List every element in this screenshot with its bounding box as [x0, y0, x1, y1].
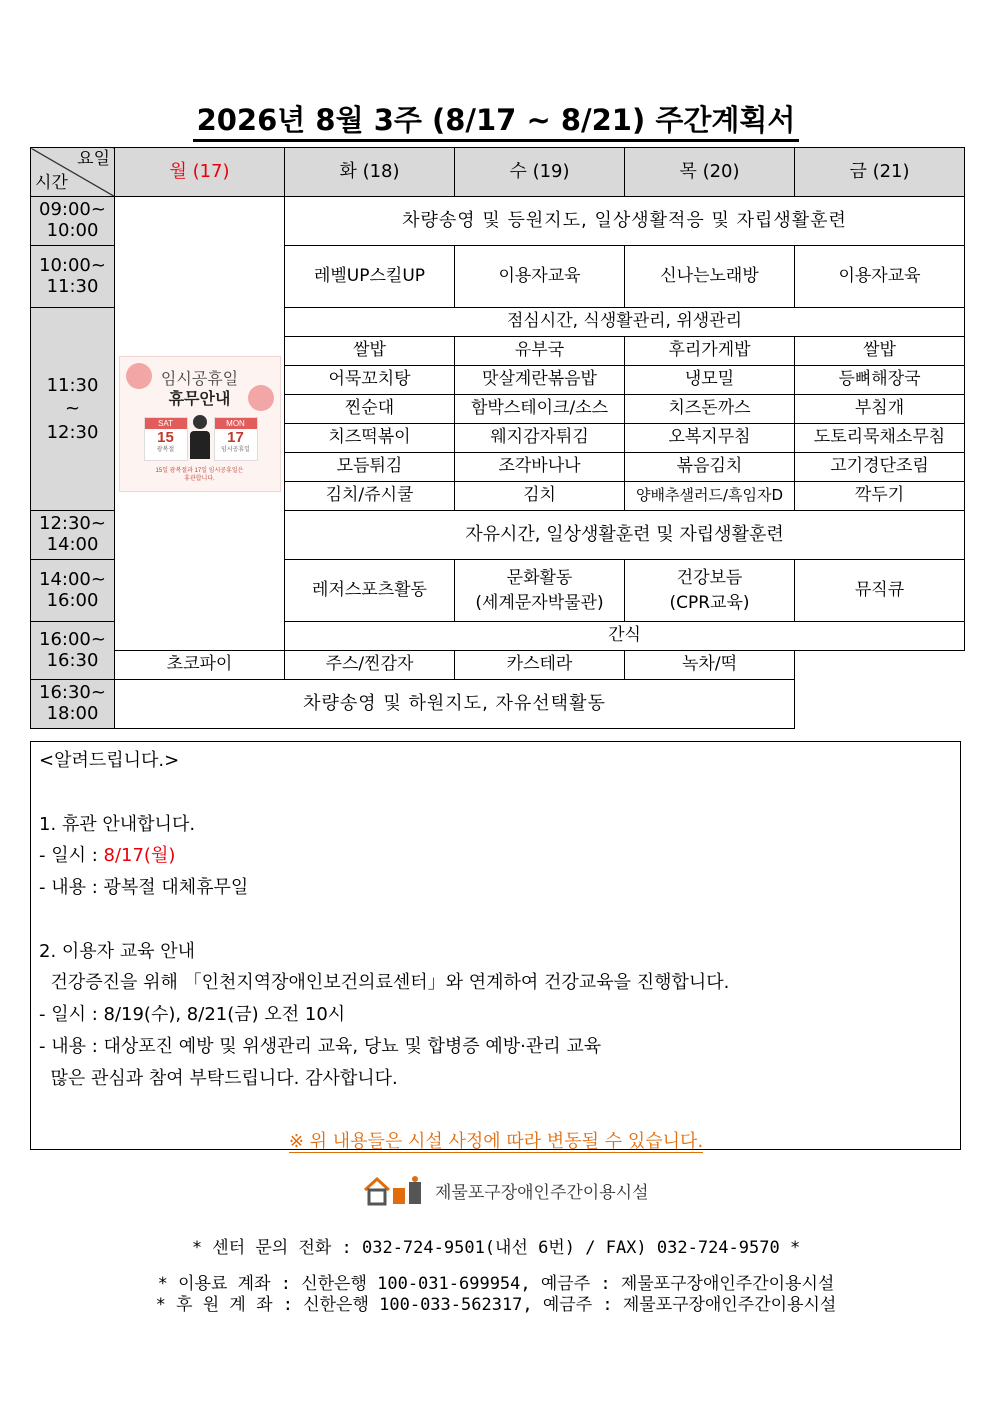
menu-cell: 맛살계란볶음밥	[455, 366, 625, 395]
time-slot: 16:00~ 16:30	[31, 622, 115, 680]
donation-account: * 후 원 계 좌 : 신한은행 100-033-562317, 예금주 : 제물포구장애인주간이용시설	[155, 1295, 837, 1315]
monday-holiday-cell	[115, 197, 285, 651]
menu-cell: 쌀밥	[795, 337, 965, 366]
holiday-image-line1: 임시공휴일	[160, 370, 239, 388]
day-header-thu: 목 (20)	[625, 148, 795, 197]
time-slot: 14:00~ 16:00	[31, 560, 115, 622]
morning-activity: 차량송영 및 등원지도, 일상생활적응 및 자립생활훈련	[285, 197, 965, 246]
program-cell: 신나는노래방	[625, 246, 795, 308]
notice-item1-title: 1. 휴관 안내합니다.	[39, 814, 196, 835]
day-header-mon: 월 (17)	[115, 148, 285, 197]
notice-item2-content: - 내용 : 대상포진 예방 및 위생관리 교육, 당뇨 및 합병증 예방·관리 교육	[39, 1036, 602, 1057]
menu-cell: 오복지무침	[625, 424, 795, 453]
menu-cell: 김치/쥬시쿨	[285, 482, 455, 511]
menu-cell: 치즈떡볶이	[285, 424, 455, 453]
menu-cell: 등뼈해장국	[795, 366, 965, 395]
snack-cell: 주스/찐감자	[285, 651, 455, 680]
time-slot: 12:30~ 14:00	[31, 511, 115, 560]
menu-cell: 함박스테이크/소스	[455, 395, 625, 424]
time-slot: 09:00~ 10:00	[31, 197, 115, 246]
notice-heading: <알려드립니다.>	[39, 750, 180, 771]
snack-cell: 카스테라	[455, 651, 625, 680]
snack-cell: 초코파이	[115, 651, 285, 680]
weekly-schedule-table	[30, 147, 965, 729]
day-label: 요일	[77, 149, 110, 169]
menu-cell: 치즈돈까스	[625, 395, 795, 424]
menu-cell: 쌀밥	[285, 337, 455, 366]
time-slot: 11:30 ~ 12:30	[31, 308, 115, 511]
menu-cell: 김치	[455, 482, 625, 511]
menu-cell: 후리가게밥	[625, 337, 795, 366]
program-cell: 이용자교육	[795, 246, 965, 308]
time-label: 시간	[35, 173, 68, 194]
program-cell: 레저스포츠활동	[285, 560, 455, 622]
snack-title: 간식	[285, 622, 965, 651]
closed-date: 8/17(월)	[103, 845, 176, 866]
holiday-image-line2: 휴무안내	[168, 390, 231, 408]
facility-name: 제물포구장애인주간이용시설	[435, 1183, 649, 1203]
notice-item1-date: - 일시 : 8/17(월)	[39, 845, 176, 866]
contact-info: * 센터 문의 전화 : 032-724-9501(내선 6번) / FAX) 032-724-9570 *	[191, 1238, 801, 1258]
menu-cell: 고기경단조림	[795, 453, 965, 482]
person-flag-icon	[190, 415, 210, 461]
notice-item2-closing: 많은 관심과 참여 부탁드립니다. 감사합니다.	[39, 1068, 398, 1089]
notice-item2-title: 2. 이용자 교육 안내	[39, 941, 196, 962]
change-caution: ※ 위 내용들은 시설 사정에 따라 변동될 수 있습니다.	[288, 1131, 704, 1152]
house-logo-icon	[363, 1176, 427, 1206]
program-cell: 레벨UP스킬UP	[285, 246, 455, 308]
notice-box	[30, 741, 961, 1150]
notice-item2-date: - 일시 : 8/19(수), 8/21(금) 오전 10시	[39, 1004, 346, 1025]
menu-cell: 웨지감자튀김	[455, 424, 625, 453]
lunch-title: 점심시간, 식생활관리, 위생관리	[285, 308, 965, 337]
snack-cell: 녹차/떡	[625, 651, 795, 680]
program-cell: 뮤직큐	[795, 560, 965, 622]
program-cell: 이용자교육	[455, 246, 625, 308]
menu-cell: 유부국	[455, 337, 625, 366]
day-header-tue: 화 (18)	[285, 148, 455, 197]
menu-cell: 조각바나나	[455, 453, 625, 482]
menu-cell: 양배추샐러드/흑임자D	[625, 482, 795, 511]
day-header-fri: 금 (21)	[795, 148, 965, 197]
menu-cell: 부침개	[795, 395, 965, 424]
evening-activity: 차량송영 및 하원지도, 자유선택활동	[115, 680, 795, 729]
time-slot: 16:30~ 18:00	[31, 680, 115, 729]
table-corner-header	[31, 148, 115, 197]
menu-cell: 도토리묵채소무침	[795, 424, 965, 453]
program-cell: 문화활동 (세계문자박물관)	[455, 560, 625, 622]
menu-cell: 냉모밀	[625, 366, 795, 395]
free-time-activity: 자유시간, 일상생활훈련 및 자립생활훈련	[285, 511, 965, 560]
calendar-icon: SAT 15 광복절	[144, 417, 188, 461]
notice-item2-desc: 건강증진을 위해 「인천지역장애인보건의료센터」와 연계하여 건강교육을 진행합니다.	[39, 972, 730, 993]
menu-cell: 찐순대	[285, 395, 455, 424]
calendar-icon: MON 17 임시공휴일	[214, 417, 258, 461]
menu-cell: 깍두기	[795, 482, 965, 511]
day-header-wed: 수 (19)	[455, 148, 625, 197]
program-cell: 건강보듬 (CPR교육)	[625, 560, 795, 622]
menu-cell: 볶음김치	[625, 453, 795, 482]
notice-item1-content: - 내용 : 광복절 대체휴무일	[39, 877, 249, 898]
holiday-image-footer: 15일 광복절과 17일 임시공휴일은 휴관합니다.	[155, 467, 244, 482]
page-title: 2026년 8월 3주 (8/17 ~ 8/21) 주간계획서	[0, 98, 992, 139]
menu-cell: 모듬튀김	[285, 453, 455, 482]
holiday-notice-image	[119, 356, 281, 492]
time-slot: 10:00~ 11:30	[31, 246, 115, 308]
menu-cell: 어묵꼬치탕	[285, 366, 455, 395]
fee-account: * 이용료 계좌 : 신한은행 100-031-699954, 예금주 : 제물포구장애인주간이용시설	[157, 1274, 835, 1294]
